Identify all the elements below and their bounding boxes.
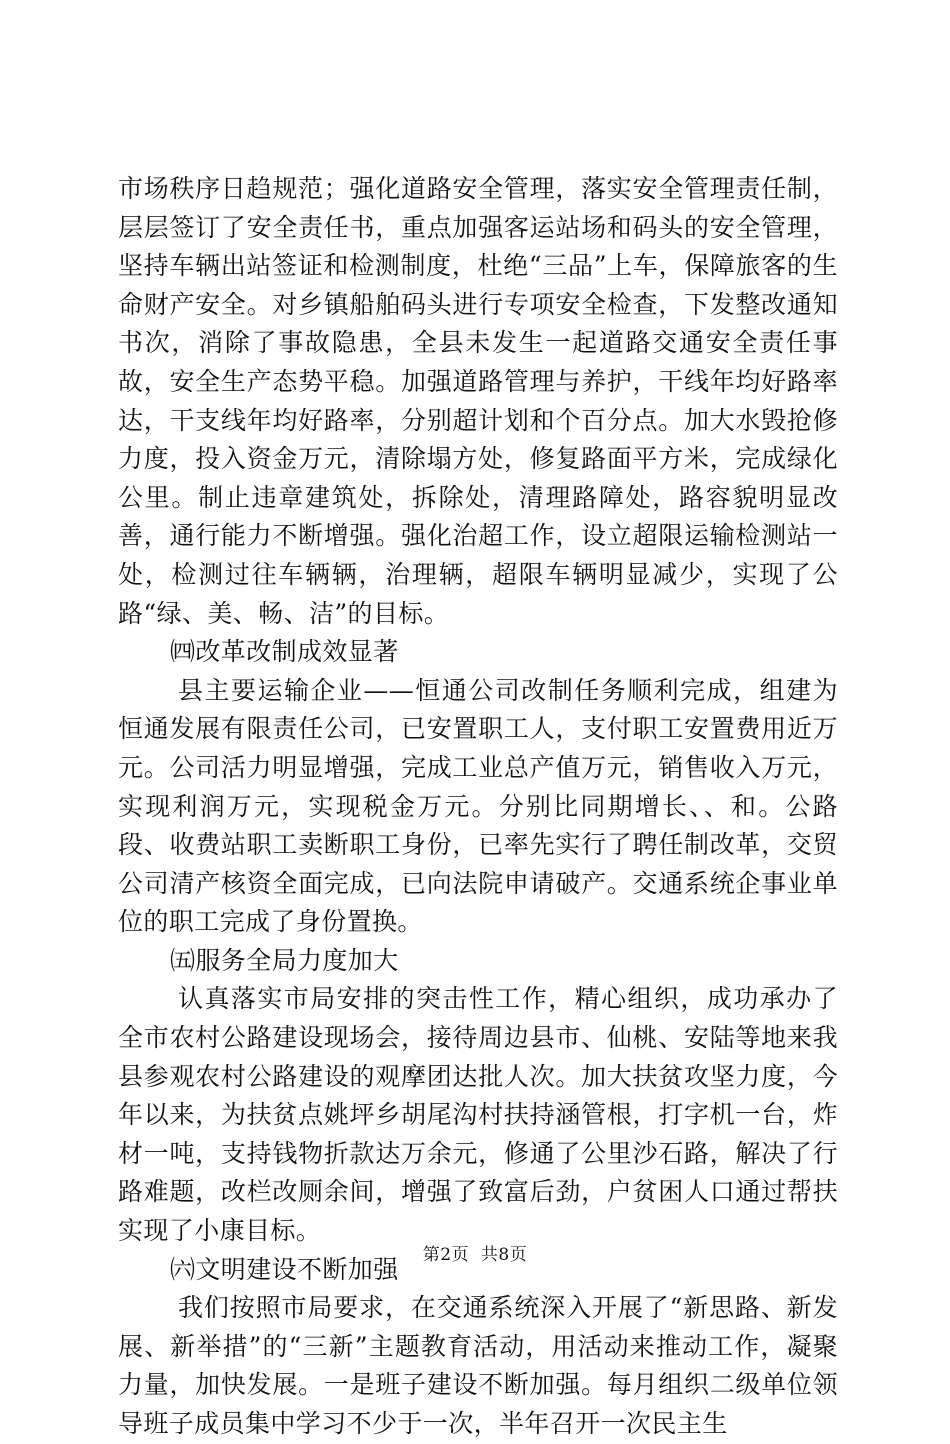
paragraph-civilization: 我们按照市局要求，在交通系统深入开展了“新思路、新发展、新举措”的“三新”主题教育活动，用活动来推动工作，凝聚力量，加快发展。一是班子建设不断加强。每月组织二级单位领导班子成员集中学习不少于一次，半年召开一次民主生: [118, 1293, 838, 1438]
section-heading-reform: ㈣改革改制成效显著: [170, 637, 399, 667]
paragraph-reform: 县主要运输企业——恒通公司改制任务顺利完成，组建为恒通发展有限责任公司，已安置职工人，支付职工安置费用近万元。公司活力明显增强，完成工业总产值万元，销售收入万元，实现利润万元，实现税金万元。分别比同期增长、、和。公路段、收费站职工卖断职工身份，已率先实行了聘任制改革，交贸公司清产核资全面完成，已向法院申请破产。交通系统企事业单位的职工完成了身份置换。: [118, 675, 838, 937]
page-number: 第2页 共8页: [422, 1245, 528, 1265]
paragraph-continued: 市场秩序日趋规范；强化道路安全管理，落实安全管理责任制，层层签订了安全责任书，重点加强客运站场和码头的安全管理，坚持车辆出站签证和检测制度，杜绝“三品”上车，保障旅客的生命财产安全。对乡镇船舶码头进行专项安全检查，下发整改通知书次，消除了事故隐患，全县未发生一起道路交通安全责任事故，安全生产态势平稳。加强道路管理与养护，干线年均好路率达，干支线年均好路率，分别超计划和个百分点。加大水毁抢修力度，投入资金万元，清除塌方处，修复路面平方米，完成绿化公里。制止违章建筑处，拆除处，清理路障处，路容貌明显改善，通行能力不断增强。强化治超工作，设立超限运输检测站一处，检测过往车辆辆，治理辆，超限车辆明显减少，实现了公路“绿、美、畅、洁”的目标。: [118, 174, 838, 628]
page-footer: [0, 1240, 950, 1265]
paragraph-service: 认真落实市局安排的突击性工作，精心组织，成功承办了全市农村公路建设现场会，接待周边县市、仙桃、安陆等地来我县参观农村公路建设的观摩团达批人次。加大扶贫攻坚力度，今年以来，为扶贫点姚坪乡胡尾沟村扶持涵管根，打字机一台，炸材一吨，支持钱物折款达万余元，修通了公里沙石路，解决了行路难题，改栏改厕余间，增强了致富后劲，户贫困人口通过帮扶实现了小康目标。: [118, 984, 838, 1246]
section-heading-civilization: ㈥文明建设不断加强: [170, 1254, 399, 1284]
section-heading-service: ㈤服务全局力度加大: [170, 945, 399, 975]
